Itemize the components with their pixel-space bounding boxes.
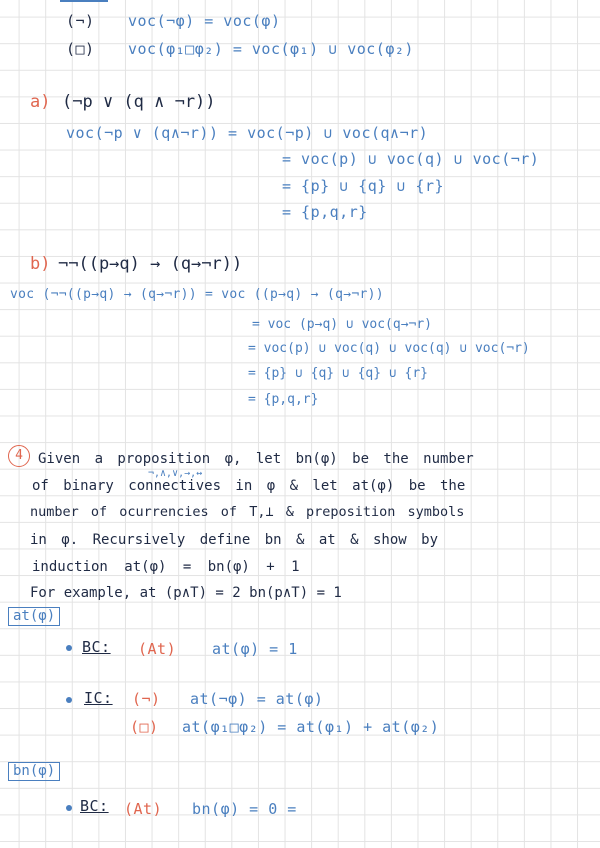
part-a-formula: (¬p ∨ (q ∧ ¬r)) [62,92,216,112]
at-ic-box-rule: at(φ₁□φ₂) = at(φ₁) + at(φ₂) [182,718,440,736]
at-bc-marker: (At) [138,640,177,658]
bullet-dot [66,697,72,703]
problem-number: 4 [8,445,30,467]
problem-line-4: in φ. Recursively define bn & at & show by [30,532,439,548]
bn-bc-marker: (At) [124,800,163,818]
part-b-line-3: = voc(p) ∪ voc(q) ∪ voc(q) ∪ voc(¬r) [248,341,530,356]
at-ic-neg-rule: at(¬φ) = at(φ) [190,690,324,708]
problem-line-5: induction at(φ) = bn(φ) + 1 [32,559,300,575]
problem-line-2: of binary connectives in φ & let at(φ) be the [32,478,466,494]
part-a-line-3: = {p} ∪ {q} ∪ {r} [282,177,445,195]
bn-box-label: bn(φ) [8,762,60,781]
at-ic-neg-marker: (¬) [132,690,161,708]
problem-line-1: Given a proposition φ, let bn(φ) be the number [38,451,474,467]
neg-marker: (¬) [66,12,95,30]
top-stroke [60,0,108,2]
at-bc-label: BC: [82,638,111,656]
part-b-line-4: = {p} ∪ {q} ∪ {q} ∪ {r} [248,366,429,381]
part-a-line-1: voc(¬p ∨ (q∧¬r)) = voc(¬p) ∪ voc(q∧¬r) [66,124,429,142]
bn-bc-rule: bn(φ) = 0 = [192,800,297,818]
problem-line-3: number of ocurrencies of T,⊥ & preposition symbols [30,504,465,520]
box-voc-rule: voc(φ₁□φ₂) = voc(φ₁) ∪ voc(φ₂) [128,40,414,58]
part-b-line-2: = voc (p→q) ∪ voc(q→¬r) [252,317,433,332]
at-bc-rule: at(φ) = 1 [212,640,298,658]
at-ic-box-marker: (□) [130,718,159,736]
part-b-label: b) [30,254,51,274]
at-ic-label: IC: [84,689,113,707]
part-b-line-1: voc (¬¬((p→q) → (q→¬r)) = voc ((p→q) → (q→¬r)) [10,287,384,302]
part-b-formula: ¬¬((p→q) → (q→¬r)) [58,254,243,274]
neg-voc-rule: voc(¬φ) = voc(φ) [128,12,281,30]
bullet-dot [66,645,72,651]
at-box-label: at(φ) [8,607,60,626]
part-a-label: a) [30,92,51,112]
part-a-line-2: = voc(p) ∪ voc(q) ∪ voc(¬r) [282,150,540,168]
bullet-dot [66,805,72,811]
connectives-superscript: ¬,∧,∨,→,↔ [148,468,203,479]
part-a-line-4: = {p,q,r} [282,203,368,221]
box-marker: (□) [66,40,95,58]
bn-bc-label: BC: [80,797,109,815]
part-b-line-5: = {p,q,r} [248,392,319,407]
example-line: For example, at (p∧T) = 2 bn(p∧T) = 1 [30,585,342,601]
